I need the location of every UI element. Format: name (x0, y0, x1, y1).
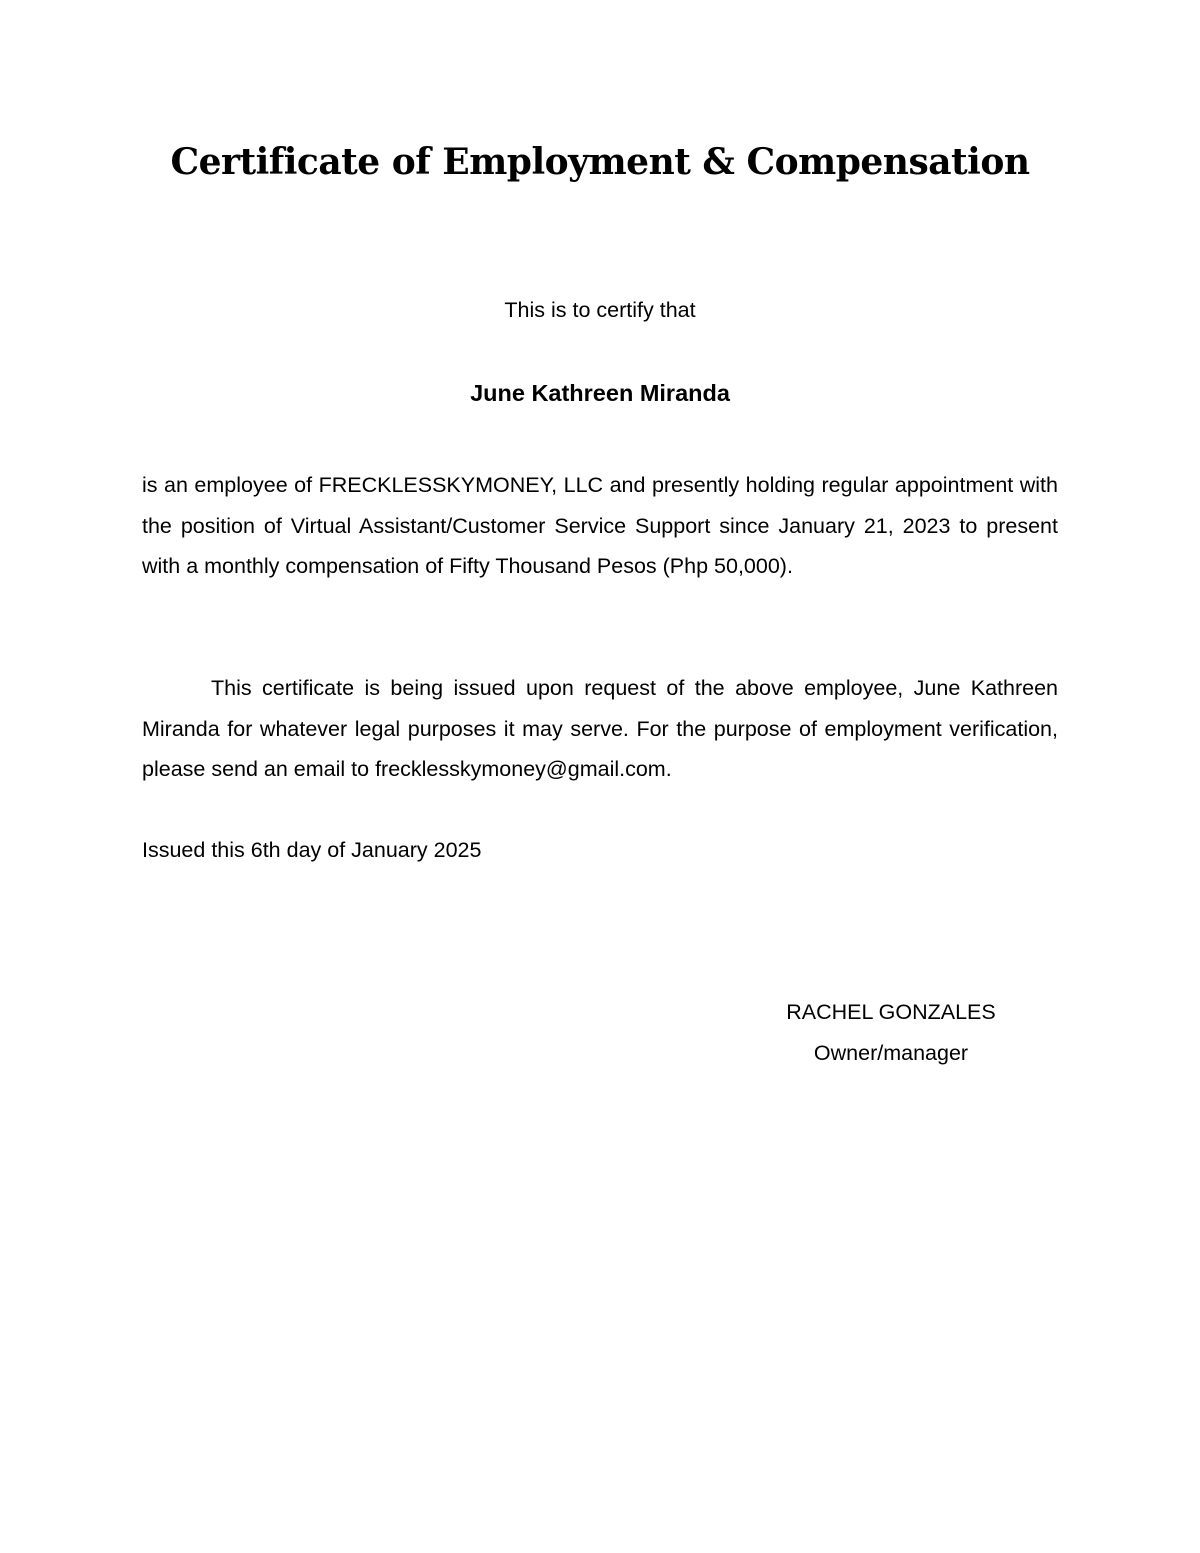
signatory-block (741, 992, 1041, 1073)
signatory-name: RACHEL GONZALES (786, 1000, 996, 1024)
certify-intro: This is to certify that (504, 298, 696, 322)
issued-date-line: Issued this 6th day of January 2025 (142, 838, 482, 862)
signatory-title: Owner/manager (813, 1040, 969, 1065)
document-title: Certificate of Employment & Compensation (170, 141, 1030, 183)
employment-paragraph: is an employee of FRECKLESSKYMONEY, LLC and presently holding regular appointment with the position of Virtual Assistant/Customer Service Support since January 21, 2023 to present with a monthly compensation of Fifty Thousand Pesos (Php 50,000). (142, 473, 1058, 579)
employee-name: June Kathreen Miranda (470, 380, 730, 406)
purpose-paragraph: This certificate is being issued upon request of the above employee, June Kathreen Miranda for whatever legal purposes it may serve. For the purpose of employment verification, please send an email to frecklesskymoney@gmail.com. (142, 676, 1058, 782)
